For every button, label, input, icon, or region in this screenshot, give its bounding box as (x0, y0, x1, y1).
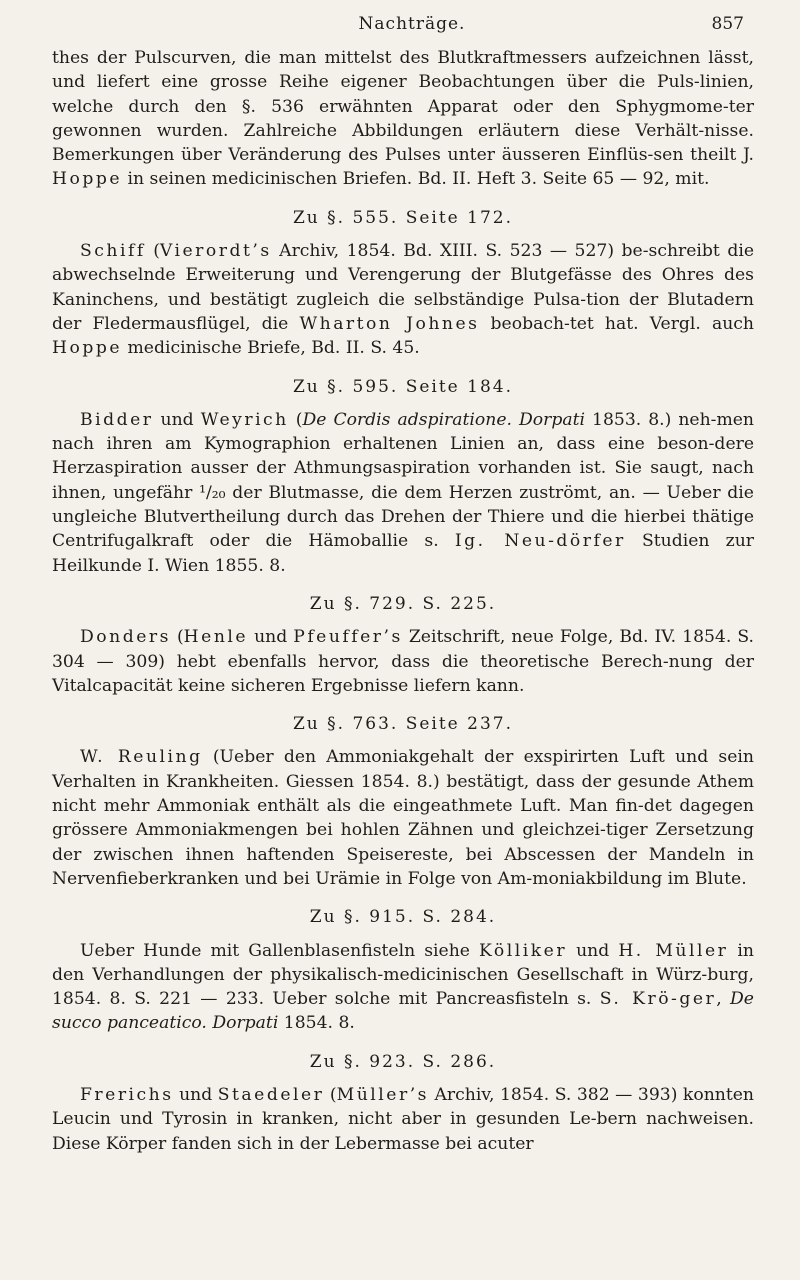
author-name: Vierordt’s (159, 241, 272, 262)
page-number: 857 (711, 14, 744, 34)
paragraph (52, 239, 754, 360)
paragraph-text: medicinische Briefe, Bd. II. S. 45. (122, 338, 420, 359)
section-heading: Zu §. 763. Seite 237. (292, 714, 514, 735)
paragraph (52, 625, 754, 698)
page-body (52, 46, 754, 1156)
paragraph-text: (Ueber den Ammoniakgehalt der exspirirten Luft und sein Verhalten in Krankheiten. Giessen 1854. 8.) bestätigt, dass der gesunde Athem nicht mehr Ammoniak enthält als die eingeathmete Luft. Man fin-det dagegen grössere Ammoniakmengen bei hohlen Zähnen und gleichzei-tiger Zersetzung der zwischen ihnen haftenden Speisereste, bei Abscessen der Mandeln in Nervenfieberkranken und bei Urämie in Folge von Am-moniakbildung im Blute. (52, 747, 754, 889)
author-name: Kölliker (479, 940, 568, 961)
author-name: Hoppe (52, 169, 123, 190)
paragraph-text: ( (324, 1084, 337, 1105)
paragraph-text: in den Verhandlungen der physikalisch-medicinischen Gesellschaft in Würz-burg, 1854. 8. S. 221 — 233. Ueber solche mit Pancreasfisteln s. (52, 940, 754, 1010)
paragraph-text: Zeitschrift, neue Folge, Bd. IV. 1854. S. 304 — 309) hebt ebenfalls hervor, dass die theoretische Berech-nung der Vitalcapacität keine sicheren Ergebnisse liefern kann. (52, 627, 754, 696)
author-name: Hoppe (52, 338, 123, 359)
paragraph-text: ( (145, 241, 160, 262)
paragraph-text: , (716, 989, 731, 1010)
paragraph-text: ( (170, 627, 184, 648)
paragraph-text: Archiv, 1854. S. 382 — 393) konnten Leucin und Tyrosin in kranken, nicht aber in gesunden Le-bern nachweisen. Diese Körper fanden sich in der Lebermasse bei acuter (52, 1084, 754, 1154)
author-name: Henle (183, 627, 249, 648)
paragraph-text: Ueber Hunde mit Gallenblasenfisteln siehe (80, 940, 480, 961)
author-name: H. Müller (618, 940, 729, 961)
paragraph-text: Archiv, 1854. Bd. XIII. S. 523 — 527) be-schreibt die abwechselnde Erweiterung und Verengerung der Blutgefässe des Ohres des Kaninchens, und bestätigt zugleich die selbständige Pulsa-tion der Blutadern der Fledermausflügel, die (52, 241, 755, 334)
paragraph (52, 1083, 754, 1156)
section-heading: Zu §. 729. S. 225. (309, 593, 497, 614)
paragraph-text: ( (288, 409, 303, 430)
paragraph-text: und (153, 409, 201, 430)
paragraph-text: in seinen medicinischen Briefen. Bd. II. Heft 3. Seite 65 — 92, mit. (122, 169, 710, 190)
author-name: Müller’s (336, 1084, 429, 1105)
author-name: Pfeuffer’s (293, 627, 403, 648)
running-title: Nachträge. (358, 14, 466, 34)
author-name: Wharton Johnes (299, 313, 480, 334)
running-header (80, 14, 744, 40)
author-name: Donders (80, 627, 171, 648)
section-heading: Zu §. 915. S. 284. (309, 907, 497, 928)
author-name: Frerichs (80, 1084, 174, 1105)
paragraph-text: 1853. 8.) neh-men nach ihren am Kymographion erhaltenen Linien an, dass eine beson-dere Herzaspiration ausser der Athmungsaspiration vorhanden ist. Sie saugt, nach ihnen, ungefähr (52, 409, 754, 503)
paragraph (52, 939, 754, 1036)
fraction: ¹/₂₀ (199, 482, 226, 503)
paragraph-text: thes der Pulscurven, die man mittelst des Blutkraftmessers aufzeichnen lässt, und liefert eine grosse Reihe eigener Beobachtungen über die Puls-linien, welche durch den §. 536 erwähnten Apparat oder den Sphygmome-ter gewonnen wurden. Zahlreiche Abbildungen erläutern diese Verhält-nisse. Bemerkungen über Veränderung des Pulses unter äusseren Einflüs-sen theilt J. (52, 48, 754, 166)
section-heading: Zu §. 595. Seite 184. (292, 376, 514, 397)
section-heading: Zu §. 555. Seite 172. (292, 207, 514, 228)
author-name: S. Krö-ger (599, 989, 717, 1010)
paragraph-text: Studien zur Heilkunde I. Wien 1855. 8. (52, 531, 755, 576)
author-name: Staedeler (217, 1084, 325, 1105)
paragraph (52, 408, 754, 578)
paragraph-text: beobach-tet hat. Vergl. auch (479, 313, 754, 334)
paragraph-text: und (248, 627, 294, 648)
section-heading: Zu §. 923. S. 286. (309, 1051, 497, 1072)
paragraph-text: und (567, 940, 619, 961)
italic-title: De Cordis adspiratione. Dorpati (302, 409, 585, 430)
paragraph-text: und (173, 1084, 218, 1105)
author-name: Schiff (80, 241, 146, 262)
paragraph-text: der Blutmasse, die dem Herzen zuströmt, an. — Ueber die ungleiche Blutvertheilung durch das Drehen der Thiere und die hierbei thätige Centrifugalkraft oder die Hämoballie s. (52, 482, 754, 552)
paragraph-text: 1854. 8. (278, 1013, 355, 1034)
author-name: Weyrich (200, 409, 289, 430)
paragraph-continuation (52, 46, 754, 192)
italic-title: De succo panceatico. Dorpati (52, 989, 754, 1034)
author-name: W. Reuling (80, 747, 203, 768)
author-name: Bidder (80, 409, 154, 430)
author-name: Ig. Neu-dörfer (454, 531, 626, 552)
paragraph (52, 745, 754, 891)
